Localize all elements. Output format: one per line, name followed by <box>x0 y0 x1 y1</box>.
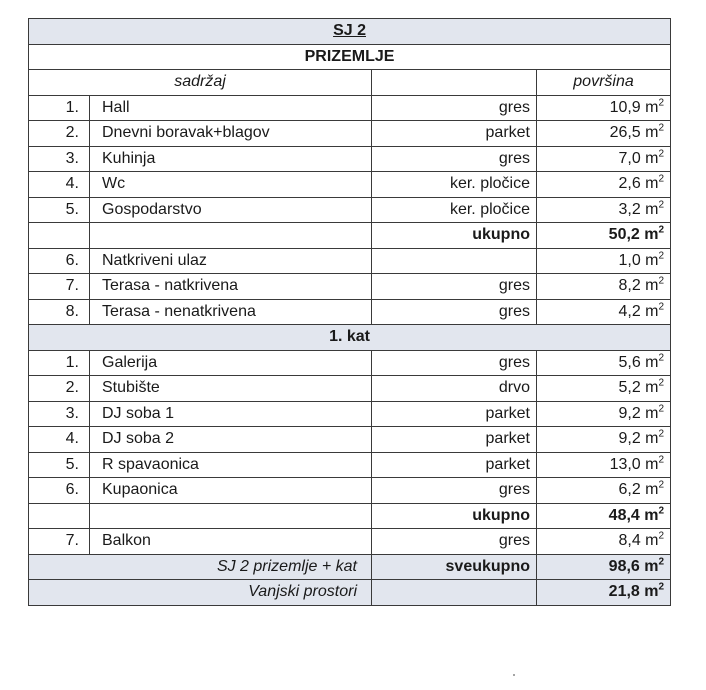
area-table <box>28 18 671 606</box>
table-row <box>29 350 671 376</box>
table-row <box>29 146 671 172</box>
subtotal-area: 50,2 $m^2$ <box>537 223 671 249</box>
room-area: 6,2 $m^2$ <box>537 478 671 504</box>
room-area: 7,0 $m^2$ <box>537 146 671 172</box>
room-material: parket <box>372 121 537 147</box>
table-row <box>29 529 671 555</box>
room-name: R spavaonica <box>90 452 372 478</box>
room-number: 1. <box>29 350 90 376</box>
title-row <box>29 19 671 45</box>
outdoor-total-row <box>29 580 671 606</box>
room-area: 10,9 $m^2$ <box>537 95 671 121</box>
unit-exponent: 2 <box>658 148 665 160</box>
room-number: 3. <box>29 401 90 427</box>
room-material: gres <box>372 350 537 376</box>
room-material: parket <box>372 401 537 427</box>
material-header <box>372 70 537 96</box>
scan-speck <box>513 674 515 676</box>
room-area: 1,0 $m^2$ <box>537 248 671 274</box>
empty-cell <box>29 223 90 249</box>
empty-cell <box>90 223 372 249</box>
room-name: Dnevni boravak+blagov <box>90 121 372 147</box>
grand-total-label: SJ 2 prizemlje + kat <box>29 554 372 580</box>
room-name: Galerija <box>90 350 372 376</box>
room-material: parket <box>372 452 537 478</box>
room-number: 5. <box>29 197 90 223</box>
room-material: gres <box>372 299 537 325</box>
room-material <box>372 248 537 274</box>
grand-total-area: 98,6 $m^2$ <box>537 554 671 580</box>
room-area: 9,2 $m^2$ <box>537 401 671 427</box>
room-name: DJ soba 2 <box>90 427 372 453</box>
room-number: 8. <box>29 299 90 325</box>
header-row <box>29 70 671 96</box>
room-number: 1. <box>29 95 90 121</box>
outdoor-total-label: Vanjski prostori <box>29 580 372 606</box>
room-number: 7. <box>29 274 90 300</box>
unit-exponent: 2 <box>658 224 665 236</box>
room-material: ker. pločice <box>372 197 537 223</box>
unit-exponent: 2 <box>658 199 665 211</box>
unit-exponent: 2 <box>658 250 665 262</box>
table-row <box>29 274 671 300</box>
table-row <box>29 478 671 504</box>
unit-exponent: 2 <box>658 454 665 466</box>
room-name: Natkriveni ulaz <box>90 248 372 274</box>
ground-floor-label: PRIZEMLJE <box>29 44 671 70</box>
room-material: gres <box>372 274 537 300</box>
room-area: 26,5 $m^2$ <box>537 121 671 147</box>
table-row <box>29 401 671 427</box>
room-name: DJ soba 1 <box>90 401 372 427</box>
area-table-body <box>29 19 671 606</box>
table-row <box>29 248 671 274</box>
room-name: Terasa - nenatkrivena <box>90 299 372 325</box>
grand-total-word: sveukupno <box>372 554 537 580</box>
outdoor-total-area: 21,8 $m^2$ <box>537 580 671 606</box>
empty-cell <box>90 503 372 529</box>
room-name: Kupaonica <box>90 478 372 504</box>
content-header: sadržaj <box>29 70 372 96</box>
room-number: 6. <box>29 478 90 504</box>
room-area: 5,2 $m^2$ <box>537 376 671 402</box>
room-material: gres <box>372 146 537 172</box>
room-area: 8,4 $m^2$ <box>537 529 671 555</box>
unit-exponent: 2 <box>658 581 665 593</box>
area-header: površina <box>537 70 671 96</box>
unit-exponent: 2 <box>658 556 665 568</box>
unit-exponent: 2 <box>658 428 665 440</box>
unit-exponent: 2 <box>658 173 665 185</box>
empty-cell <box>29 503 90 529</box>
subtotal-label: ukupno <box>372 223 537 249</box>
room-name: Stubište <box>90 376 372 402</box>
room-material: gres <box>372 478 537 504</box>
room-area: 13,0 $m^2$ <box>537 452 671 478</box>
table-row <box>29 121 671 147</box>
empty-cell <box>372 580 537 606</box>
room-material: gres <box>372 529 537 555</box>
unit-exponent: 2 <box>658 301 665 313</box>
room-number: 4. <box>29 427 90 453</box>
first-floor-row <box>29 325 671 351</box>
subtotal-row <box>29 503 671 529</box>
unit-exponent: 2 <box>658 275 665 287</box>
room-name: Hall <box>90 95 372 121</box>
unit-exponent: 2 <box>658 377 665 389</box>
room-area: 9,2 $m^2$ <box>537 427 671 453</box>
unit-exponent: 2 <box>658 530 665 542</box>
ground-floor-row <box>29 44 671 70</box>
table-row <box>29 95 671 121</box>
room-name: Kuhinja <box>90 146 372 172</box>
room-material: drvo <box>372 376 537 402</box>
table-row <box>29 376 671 402</box>
table-row <box>29 452 671 478</box>
room-name: Terasa - natkrivena <box>90 274 372 300</box>
room-area: 3,2 $m^2$ <box>537 197 671 223</box>
unit-exponent: 2 <box>658 403 665 415</box>
table-row <box>29 427 671 453</box>
unit-exponent: 2 <box>658 97 665 109</box>
table-row <box>29 197 671 223</box>
room-number: 2. <box>29 376 90 402</box>
unit-exponent: 2 <box>658 505 665 517</box>
room-material: gres <box>372 95 537 121</box>
subtotal-label: ukupno <box>372 503 537 529</box>
unit-exponent: 2 <box>658 479 665 491</box>
room-material: ker. pločice <box>372 172 537 198</box>
subtotal-area: 48,4 $m^2$ <box>537 503 671 529</box>
room-number: 3. <box>29 146 90 172</box>
room-number: 6. <box>29 248 90 274</box>
room-name: Balkon <box>90 529 372 555</box>
room-number: 5. <box>29 452 90 478</box>
table-row <box>29 299 671 325</box>
table-row <box>29 172 671 198</box>
room-number: 7. <box>29 529 90 555</box>
room-area: 2,6 $m^2$ <box>537 172 671 198</box>
room-number: 4. <box>29 172 90 198</box>
room-area: 4,2 $m^2$ <box>537 299 671 325</box>
unit-exponent: 2 <box>658 122 665 134</box>
unit-exponent: 2 <box>658 352 665 364</box>
room-name: Gospodarstvo <box>90 197 372 223</box>
room-material: parket <box>372 427 537 453</box>
room-area: 5,6 $m^2$ <box>537 350 671 376</box>
room-number: 2. <box>29 121 90 147</box>
room-area: 8,2 $m^2$ <box>537 274 671 300</box>
grand-total-row <box>29 554 671 580</box>
subtotal-row <box>29 223 671 249</box>
room-name: Wc <box>90 172 372 198</box>
first-floor-label: 1. kat <box>29 325 671 351</box>
table-title: SJ 2 <box>29 19 671 45</box>
